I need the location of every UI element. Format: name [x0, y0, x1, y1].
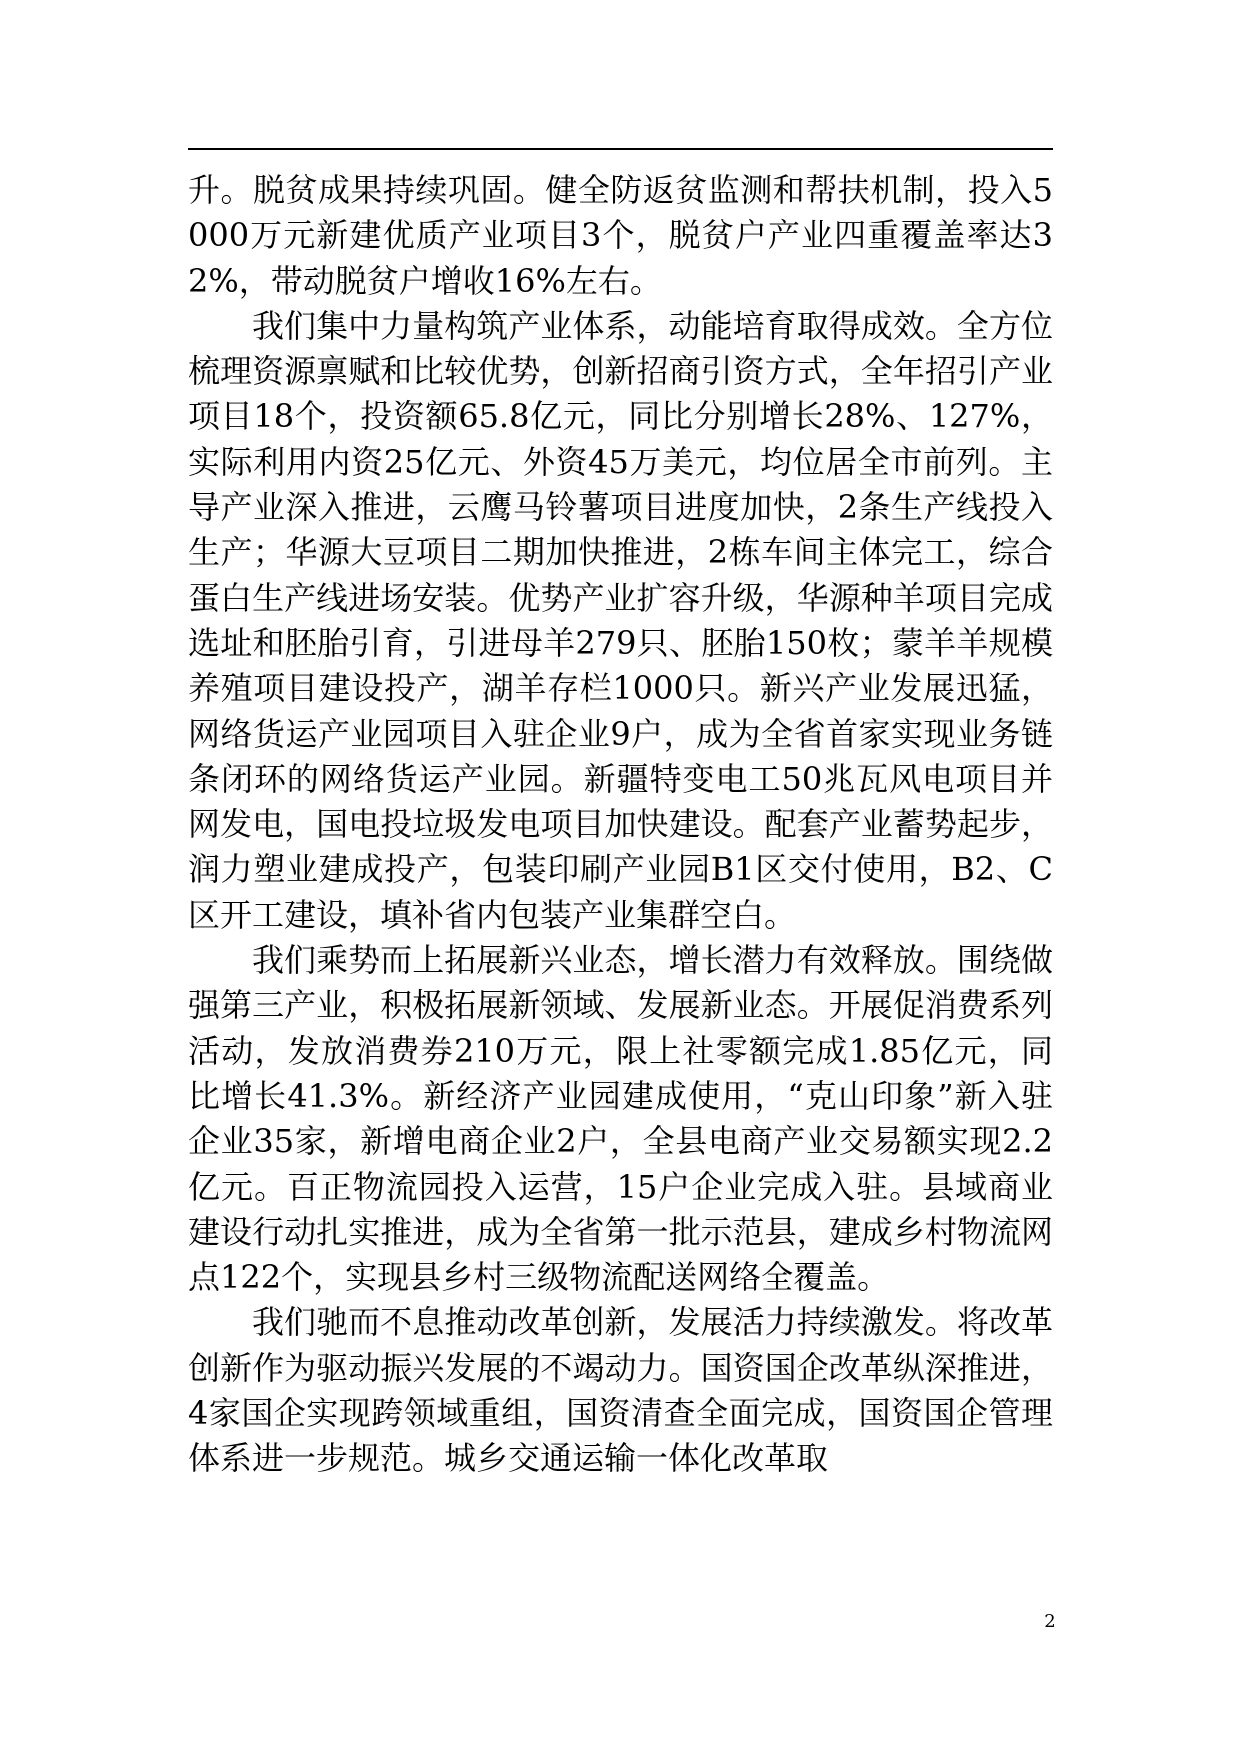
- paragraph-new-business-forms: 我们乘势而上拓展新兴业态，增长潜力有效释放。围绕做强第三产业，积极拓展新领域、发展新业态。开展促消费系列活动，发放消费券210万元，限上社零额完成1.85亿元，同比增长41.3%。新经济产业园建成使用，“克山印象”新入驻企业35家，新增电商企业2户，全县电商产业交易额实现2.2亿元。百正物流园投入运营，15户企业完成入驻。县域商业建设行动扎实推进，成为全省第一批示范县，建成乡村物流网点122个，实现县乡村三级物流配送网络全覆盖。: [188, 941, 1053, 1297]
- header-rule: [188, 148, 1053, 150]
- paragraph-industry-system: 我们集中力量构筑产业体系，动能培育取得成效。全方位梳理资源禀赋和比较优势，创新招商引资方式，全年招引产业项目18个，投资额65.8亿元，同比分别增长28%、127%，实际利用内资25亿元、外资45万美元，均位居全市前列。主导产业深入推进，云鹰马铃薯项目进度加快，2条生产线投入生产；华源大豆项目二期加快推进，2栋车间主体完工，综合蛋白生产线进场安装。优势产业扩容升级，华源种羊项目完成选址和胚胎引育，引进母羊279只、胚胎150枚；蒙羊羊规模养殖项目建设投产，湖羊存栏1000只。新兴产业发展迅猛，网络货运产业园项目入驻企业9户，成为全省首家实现业务链条闭环的网络货运产业园。新疆特变电工50兆瓦风电项目并网发电，国电投垃圾发电项目加快建设。配套产业蓄势起步，润力塑业建成投产，包装印刷产业园B1区交付使用，B2、C区开工建设，填补省内包装产业集群空白。: [188, 306, 1053, 934]
- page-number: 2: [1044, 1611, 1056, 1632]
- paragraph-reform-innovation: 我们驰而不息推动改革创新，发展活力持续激发。将改革创新作为驱动振兴发展的不竭动力。国资国企改革纵深推进，4家国企实现跨领域重组，国资清查全面完成，国资国企管理体系进一步规范。城乡交通运输一体化改革取: [188, 1303, 1053, 1478]
- paragraph-continuation: 升。脱贫成果持续巩固。健全防返贫监测和帮扶机制，投入5000万元新建优质产业项目3个，脱贫户产业四重覆盖率达32%，带动脱贫户增收16%左右。: [188, 171, 1053, 300]
- body-text: [188, 168, 1053, 1482]
